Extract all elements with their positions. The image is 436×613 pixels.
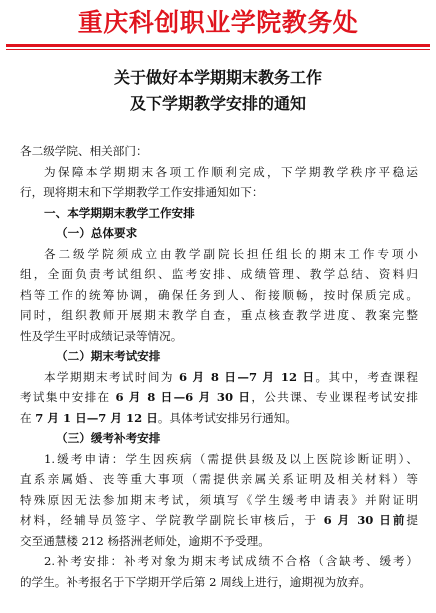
intro-line: 为保障本学期期末各项工作顺利完成，下学期教学秩序平稳运 (44, 164, 418, 179)
paragraph-line (20, 510, 418, 531)
section-heading: 一、本学期期末教学工作安排 (44, 205, 195, 220)
exam-date-range: 6 月 8 日—6 月 30 日 (115, 390, 252, 404)
text-run: 本学期期末考试时间为 (44, 369, 179, 384)
text-run: 在 (20, 410, 36, 425)
paragraph-line: 直系亲属婚、丧等重大事项（需提供亲属关系证明及相关材料）等 (20, 472, 418, 486)
exam-date-range: 7 月 1 日—7 月 12 日 (35, 410, 158, 425)
paragraph-line: 同时，组织教师开展期末教学自查，重点核查教学进度、教案完整 (20, 308, 418, 322)
text-run: 。其中，考查课程 (315, 369, 418, 384)
deadline-date: 6 月 30 日前 (323, 513, 407, 527)
letterhead-org-name: 重庆科创职业学院教务处 (77, 8, 359, 37)
subsection-heading: （一）总体要求 (56, 226, 138, 240)
notice-title-line-1: 关于做好本学期期末教务工作 (113, 68, 322, 87)
paragraph-line: 组，全面负责考试组织、监考安排、成绩管理、教学总结、资料归 (20, 267, 418, 281)
paragraph-line (20, 367, 418, 388)
letterhead-rule-thick (6, 44, 430, 47)
salutation: 各二级学院、相关部门： (20, 144, 148, 158)
text-run: 提 (406, 513, 418, 527)
subsection-heading: （三）缓考补考安排 (56, 431, 161, 445)
paragraph-line: 1.缓考申请：学生因疾病（需提供县级及以上医院诊断证明）、 (44, 451, 418, 466)
letterhead-rule-thin (6, 49, 430, 50)
intro-line: 行，现将期末和下学期教学工作安排通知如下： (20, 185, 264, 199)
paragraph-line: 特殊原因无法参加期末考试，须填写《学生缓考申请表》并附证明 (20, 492, 418, 507)
text-run: ，公共课、专业课程考试安排 (251, 390, 418, 404)
paragraph-line (20, 387, 418, 408)
paragraph-line: 档等工作的统筹协调，确保任务到人、衔接顺畅，按时保质完成。 (20, 287, 418, 302)
paragraph-line: 各二级学院须成立由教学副院长担任组长的期末工作专项小 (44, 246, 418, 261)
text-run: 考试集中安排在 (20, 390, 116, 404)
subsection-heading: （二）期末考试安排 (56, 349, 161, 363)
paragraph-line: 性及学生平时成绩记录等情况。 (20, 328, 183, 343)
paragraph-line: 的学生。补考报名于下学期开学后第 2 周线上进行，逾期视为放弃。 (20, 574, 371, 589)
text-run: 。具体考试安排另行通知。 (157, 410, 297, 425)
paragraph-line: 2.补考安排：补考对象为期末考试成绩不合格（含缺考、缓考） (44, 554, 418, 568)
notice-body (20, 141, 418, 592)
paragraph-line: 交至通慧楼 212 杨搭洲老师处，逾期不予受理。 (20, 533, 270, 548)
notice-title-line-2: 及下学期教学安排的通知 (129, 94, 306, 113)
text-run: 材料，经辅导员签字、学院教学副院长审核后，于 (20, 513, 324, 527)
paragraph-line (20, 408, 418, 429)
exam-date-range: 6 月 8 日—7 月 12 日 (178, 369, 316, 384)
